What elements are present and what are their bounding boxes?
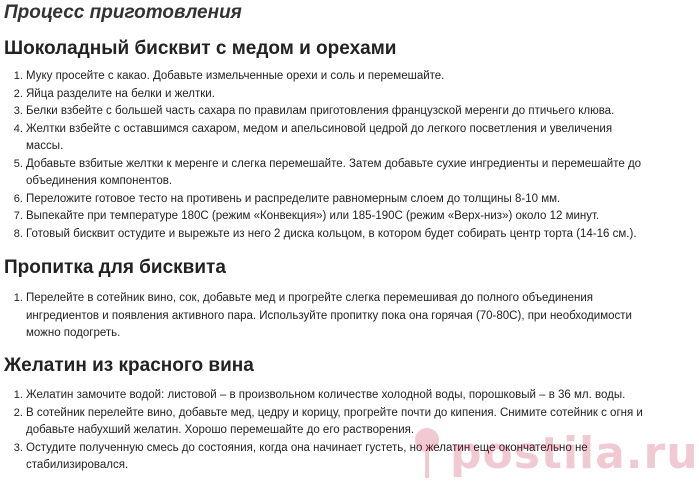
page-title: Процесс приготовления [4,2,242,23]
list-item: 6. Переложите готовое тесто на противень и распределите равномерным слоем до толщины 8-10 мм. [26,191,646,209]
list-item: 2. В сотейник перелейте вино, добавьте мед, цедру и корицу, прогрейте почти до кипения. Снимите сотейник с огня и добавьте набухший желатин. Хорошо перемешайте до его растворения. [26,405,646,440]
section-title-sponge-cake: Шоколадный бисквит с медом и орехами [4,38,397,59]
list-item: 7. Выпекайте при температуре 180С (режим «Конвекция») или 185-190С (режим «Верх-низ») около 12 минут. [26,208,646,226]
section-title-gelatin: Желатин из красного вина [4,355,254,376]
soak-steps-list [0,290,646,343]
list-item: 3. Остудите полученную смесь до состояния, когда она начинает густеть, но желатин еще окончательно не стабилизировался. [26,440,646,475]
section-title-soak: Пропитка для бисквита [4,257,226,278]
list-item: 1. Перелейте в сотейник вино, сок, добавьте мед и прогрейте слегка перемешивая до полного объединения ингредиентов и появления активного пара. Используйте пропитку пока она горячая (70-80С), при необходимости можно подогреть. [26,290,646,343]
list-item: 3. Белки взбейте с большей часть сахара по правилам приготовления французской меренги до птичьего клюва. [26,103,646,121]
list-item: 1. Муку просейте с какао. Добавьте измельченные орехи и соль и перемешайте. [26,68,646,86]
list-item: 1. Желатин замочите водой: листовой – в произвольном количестве холодной воды, порошковый – в 36 мл. воды. [26,387,646,405]
list-item: 8. Готовый бисквит остудите и вырежьте из него 2 диска кольцом, в котором будет собирать центр торта (14-16 см.). [26,226,646,244]
sponge-cake-steps-list [0,68,646,243]
list-item: 5. Добавьте взбитые желтки к меренге и слегка перемешайте. Затем добавьте сухие ингредиенты и перемешайте до объединения компонентов. [26,156,646,191]
gelatin-steps-list [0,387,646,475]
watermark-text: postila.ru [450,427,699,479]
list-item: 2. Яйца разделите на белки и желтки. [26,86,646,104]
list-item: 4. Желтки взбейте с оставшимся сахаром, медом и апельсиновой цедрой до легкого посветления и увеличения массы. [26,121,646,156]
